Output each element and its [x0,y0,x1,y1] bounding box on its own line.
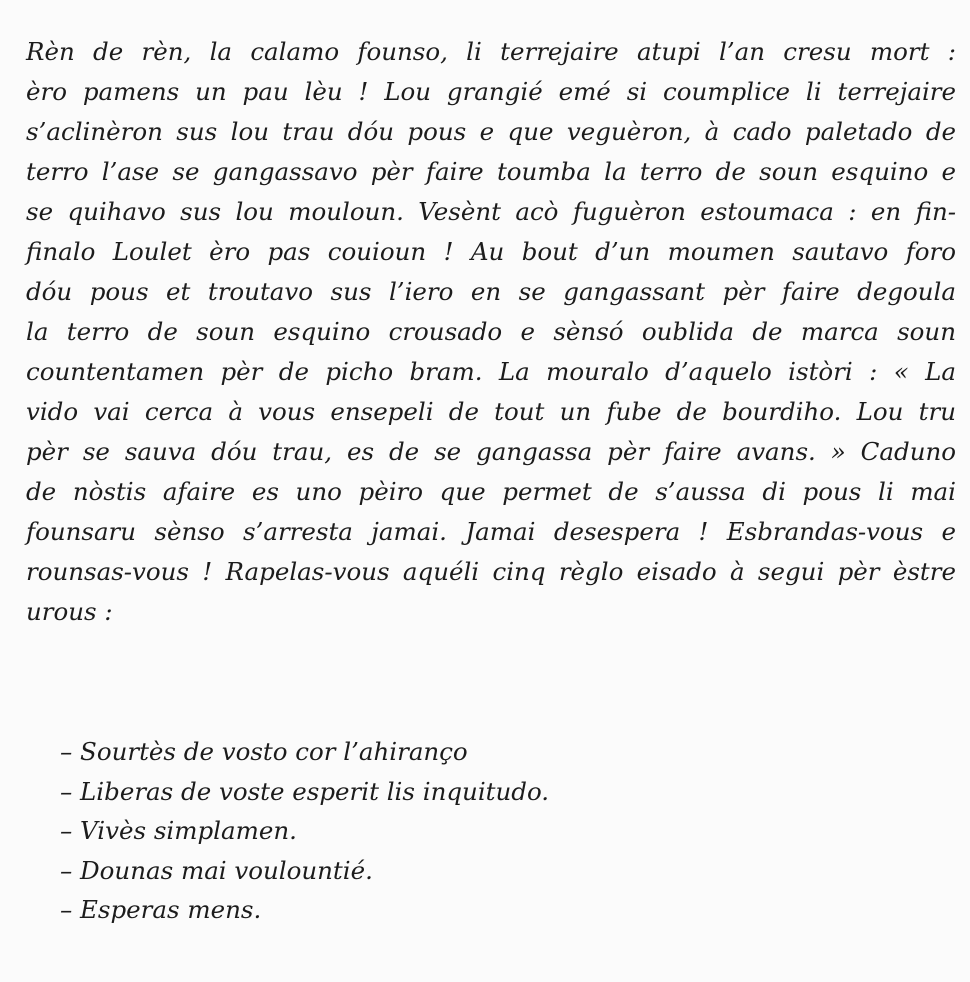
story-paragraph [26,32,956,632]
paragraph-line: founsaru sènso s’arresta jamai. Jamai desespera ! Esbrandas-vous e [26,517,956,546]
paragraph-line: urous : [26,597,113,626]
rules-list [60,732,940,930]
rule-item: – Liberas de voste esperit lis inquitudo. [60,776,550,806]
paragraph-line: Rèn de rèn, la calamo founso, li terrejaire atupi l’an cresu mort : [26,37,956,66]
paragraph-line: se quihavo sus lou mouloun. Vesènt acò fuguèron estoumaca : en fin- [26,197,956,226]
paragraph-line: pèr se sauva dóu trau, es de se gangassa pèr faire avans. » Caduno [26,437,956,466]
paragraph-line: de nòstis afaire es uno pèiro que permet de s’aussa di pous li mai [26,477,956,506]
paragraph-line: èro pamens un pau lèu ! Lou grangié emé si coumplice li terrejaire [26,77,956,106]
paragraph-line: countentamen pèr de picho bram. La mouralo d’aquelo istòri : « La [26,357,956,386]
paragraph-line: finalo Loulet èro pas couioun ! Au bout d’un moumen sautavo foro [26,237,956,266]
rule-item: – Vivès simplamen. [60,816,297,845]
paragraph-line: dóu pous et troutavo sus l’iero en se gangassant pèr faire degoula [26,277,956,306]
paragraph-line: terro l’ase se gangassavo pèr faire toumba la terro de soun esquino e [26,157,956,186]
rule-item: – Sourtès de vosto cor l’ahiranço [60,737,468,766]
rule-item: – Dounas mai voulountié. [60,855,373,885]
rule-item: – Esperas mens. [60,895,262,924]
paragraph-line: rounsas-vous ! Rapelas-vous aquéli cinq règlo eisado à segui pèr èstre [26,557,956,586]
paragraph-line: s’aclinèron sus lou trau dóu pous e que veguèron, à cado paletado de [26,117,956,146]
paragraph-line: vido vai cerca à vous ensepeli de tout un fube de bourdiho. Lou tru [26,397,956,426]
paragraph-line: la terro de soun esquino crousado e sènsó oublida de marca soun [26,317,956,346]
